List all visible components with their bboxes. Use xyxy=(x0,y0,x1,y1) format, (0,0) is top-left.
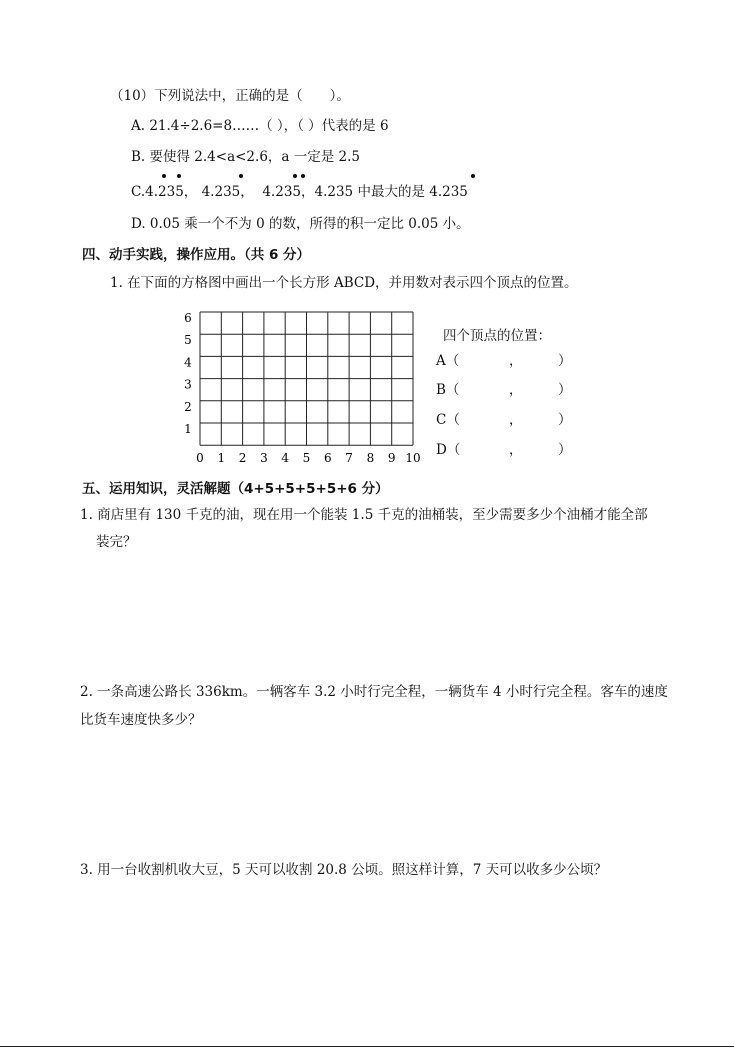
q10-option-a: A. 21.4÷2.6=8……（ ），（ ）代表的是 6 xyxy=(131,118,389,134)
problem-1-line-1: 1. 商店里有 130 千克的油，现在用一个能装 1.5 千克的油桶装，至少需要多少个油桶才能全部 xyxy=(80,507,648,523)
problem-2-line-1: 2. 一条高速公路长 336km。一辆客车 3.2 小时行完全程，一辆货车 4 小时行完全程。客车的速度 xyxy=(80,684,668,700)
vertex-close: ） xyxy=(558,442,572,458)
vertex-a xyxy=(436,349,459,369)
vertex-close: ） xyxy=(558,353,572,369)
vertex-comma: ， xyxy=(509,412,523,428)
x-tick-label: 5 xyxy=(302,451,311,466)
x-tick-label: 7 xyxy=(345,451,353,466)
x-tick-label: 8 xyxy=(366,451,375,466)
option-c-answer: 4.235 xyxy=(429,184,468,200)
option-c-suffix: 中最大的是 xyxy=(357,184,425,200)
x-tick-label: 0 xyxy=(196,451,204,466)
vertex-comma: ， xyxy=(509,442,523,458)
vertex-c xyxy=(436,408,460,428)
y-tick-label: 6 xyxy=(184,311,192,325)
vertex-label: B（ xyxy=(436,382,460,398)
x-tick-label: 9 xyxy=(387,451,396,466)
vertex-comma: ， xyxy=(509,382,523,398)
y-tick-label: 5 xyxy=(184,333,192,348)
vertex-close: ） xyxy=(558,412,572,428)
x-tick-label: 3 xyxy=(260,451,268,466)
option-c-sep-1: ， xyxy=(183,184,198,200)
coordinate-grid[interactable] xyxy=(178,303,428,468)
problem-2-line-2: 比货车速度快多少？ xyxy=(80,712,202,728)
x-tick-label: 10 xyxy=(405,451,421,466)
x-axis-labels xyxy=(196,451,420,465)
problem-3: 3. 用一台收割机收大豆，5 天可以收割 20.8 公顷。照这样计算，7 天可以收多少公顷？ xyxy=(80,862,608,878)
x-tick-label: 1 xyxy=(217,451,226,466)
y-tick-label: 1 xyxy=(184,422,192,436)
option-c-num-1: 4.235 xyxy=(145,184,184,200)
q10-option-b: B. 要使得 2.4<a<2.6，a 一定是 2.5 xyxy=(131,149,361,165)
option-c-num-3: 4.235 xyxy=(262,184,301,200)
option-c-sep-3: ， xyxy=(301,184,315,200)
vertex-comma: ， xyxy=(509,353,523,369)
repeat-dot xyxy=(293,174,297,178)
option-c-prefix: C. xyxy=(131,184,146,200)
y-axis-labels xyxy=(184,311,192,436)
repeat-dot xyxy=(471,174,475,178)
q10-option-d: D. 0.05 乘一个不为 0 的数，所得的积一定比 0.05 小。 xyxy=(131,216,470,232)
vertex-label: A（ xyxy=(436,353,460,369)
page-bottom-rule xyxy=(0,1046,734,1047)
section-4-question-1: 1. 在下面的方格图中画出一个长方形 ABCD，并用数对表示四个顶点的位置。 xyxy=(110,275,578,291)
option-c-num-2: 4.235 xyxy=(201,184,241,200)
y-tick-label: 3 xyxy=(184,377,192,392)
x-tick-label: 6 xyxy=(323,451,332,466)
repeat-dot xyxy=(162,174,166,178)
vertex-label: D（ xyxy=(436,442,461,458)
option-c-sep-2: ， xyxy=(240,184,254,200)
vertex-label: C（ xyxy=(436,412,460,428)
vertices-title: 四个顶点的位置： xyxy=(443,328,551,344)
repeat-dot xyxy=(177,174,181,178)
repeat-dot xyxy=(301,174,305,178)
vertex-d xyxy=(436,438,460,458)
x-tick-label: 2 xyxy=(238,451,247,466)
option-c-num-4: 4.235 xyxy=(314,184,354,200)
q10-option-c xyxy=(131,180,468,200)
section-4-heading: 四、动手实践，操作应用。（共 6 分） xyxy=(82,247,311,263)
problem-1-line-2: 装完？ xyxy=(96,534,137,550)
grid-lines xyxy=(200,312,413,445)
vertex-b xyxy=(436,378,459,398)
x-tick-label: 4 xyxy=(281,451,290,466)
q10-stem: （10）下列说法中，正确的是（ ）。 xyxy=(110,88,350,104)
repeat-dot xyxy=(239,174,243,178)
y-tick-label: 4 xyxy=(184,355,192,370)
vertex-close: ） xyxy=(558,382,572,398)
y-tick-label: 2 xyxy=(184,399,192,414)
section-5-heading: 五、运用知识，灵活解题（4+5+5+5+5+6 分） xyxy=(82,481,389,497)
